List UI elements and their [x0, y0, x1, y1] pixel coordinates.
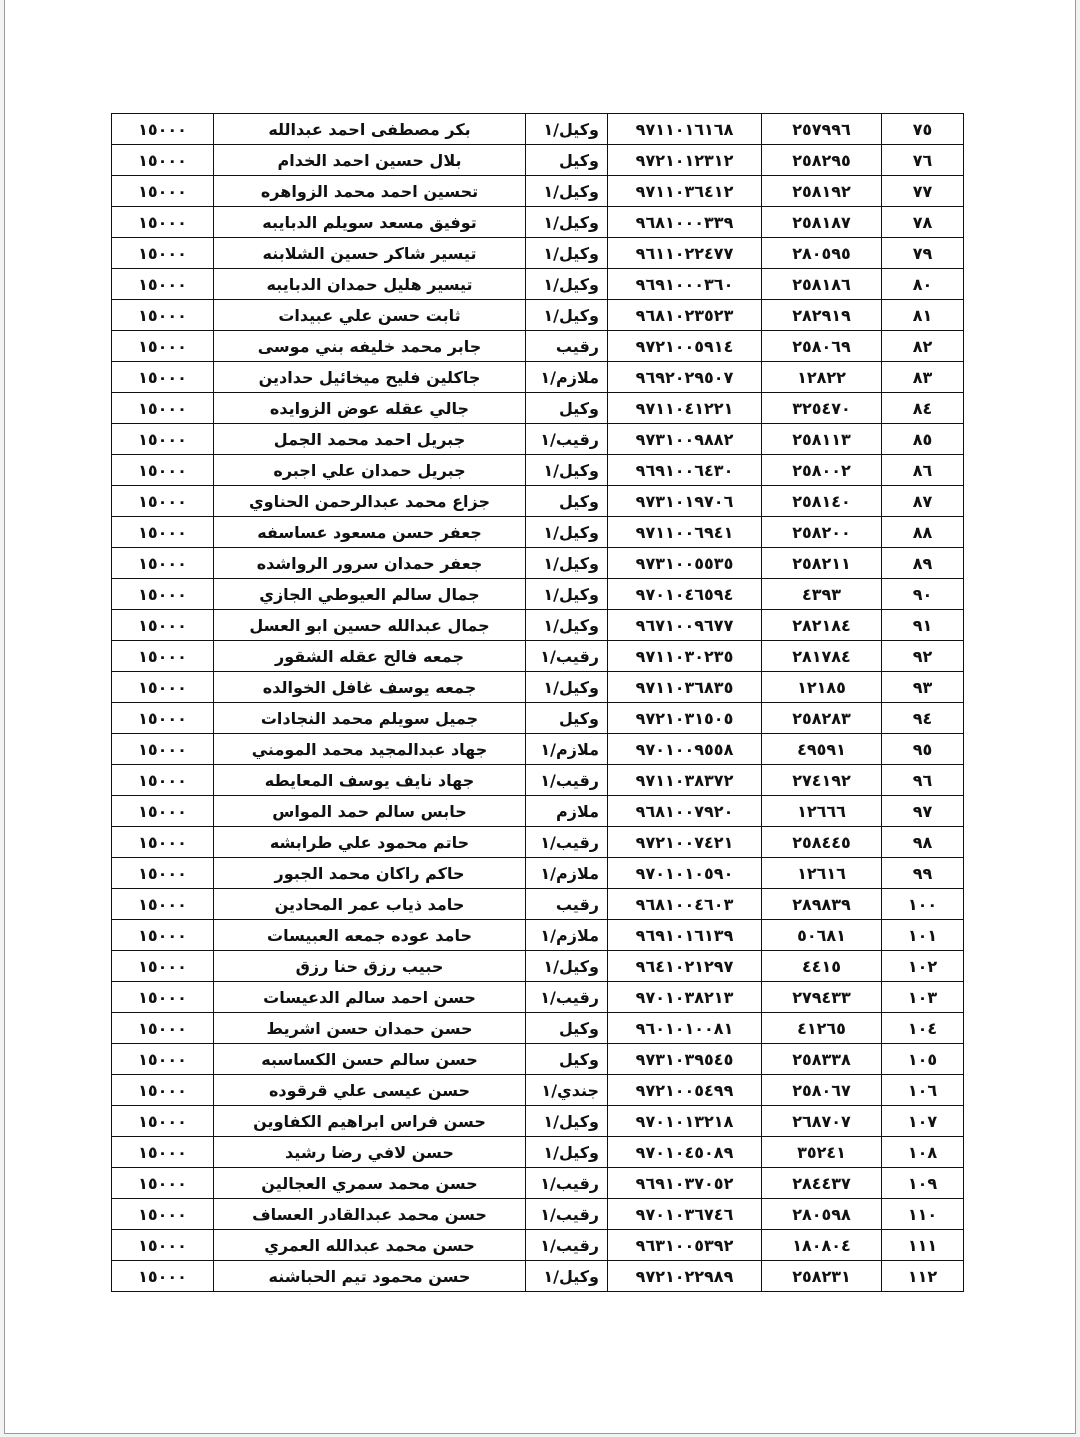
national-id-cell: ٩٦٤١٠٢١٢٩٧: [608, 951, 762, 982]
military-number-cell: ٢٥٨٢١١: [762, 548, 882, 579]
national-id-cell: ٩٧٠١٠١٠٥٩٠: [608, 858, 762, 889]
military-number-cell: ٢٥٨٢٣١: [762, 1261, 882, 1292]
table-row: [112, 920, 964, 951]
name-cell: جهاد نايف يوسف المعايطه: [214, 765, 526, 796]
sequence-cell: ١٠٧: [882, 1106, 964, 1137]
name-cell: بلال حسين احمد الخدام: [214, 145, 526, 176]
rank-cell: وكيل/١: [526, 1137, 608, 1168]
name-cell: جمال سالم العيوطي الجازي: [214, 579, 526, 610]
national-id-cell: ٩٧٢١٠٣١٥٠٥: [608, 703, 762, 734]
national-id-cell: ٩٦٨١٠٢٣٥٢٣: [608, 300, 762, 331]
national-id-cell: ٩٧١١٠٣٦٨٣٥: [608, 672, 762, 703]
national-id-cell: ٩٧٣١٠٠٥٥٣٥: [608, 548, 762, 579]
table-row: [112, 827, 964, 858]
amount-cell: ١٥٠٠٠: [112, 424, 214, 455]
rank-cell: وكيل: [526, 145, 608, 176]
sequence-cell: ٩١: [882, 610, 964, 641]
rank-cell: وكيل: [526, 1013, 608, 1044]
name-cell: حسن احمد سالم الدعيسات: [214, 982, 526, 1013]
amount-cell: ١٥٠٠٠: [112, 982, 214, 1013]
sequence-cell: ١٠٦: [882, 1075, 964, 1106]
amount-cell: ١٥٠٠٠: [112, 796, 214, 827]
name-cell: جمال عبدالله حسين ابو العسل: [214, 610, 526, 641]
amount-cell: ١٥٠٠٠: [112, 920, 214, 951]
table-row: [112, 424, 964, 455]
name-cell: حسن حمدان حسن اشريط: [214, 1013, 526, 1044]
sequence-cell: ٨٣: [882, 362, 964, 393]
military-number-cell: ٢٥٨٠٠٢: [762, 455, 882, 486]
military-number-cell: ٢٦٨٧٠٧: [762, 1106, 882, 1137]
table-row: [112, 1261, 964, 1292]
table-row: [112, 300, 964, 331]
name-cell: حسن محمد عبدالله العمري: [214, 1230, 526, 1261]
name-cell: حسن لافي رضا رشيد: [214, 1137, 526, 1168]
rank-cell: وكيل/١: [526, 455, 608, 486]
sequence-cell: ٧٦: [882, 145, 964, 176]
table-row: [112, 1106, 964, 1137]
military-number-cell: ٣٥٢٤١: [762, 1137, 882, 1168]
rank-cell: رقيب/١: [526, 1230, 608, 1261]
national-id-cell: ٩٧٢١٠٠٧٤٢١: [608, 827, 762, 858]
amount-cell: ١٥٠٠٠: [112, 858, 214, 889]
military-number-cell: ١٨٠٨٠٤: [762, 1230, 882, 1261]
amount-cell: ١٥٠٠٠: [112, 269, 214, 300]
amount-cell: ١٥٠٠٠: [112, 672, 214, 703]
table-row: [112, 1044, 964, 1075]
table-row: [112, 982, 964, 1013]
rank-cell: جندي/١: [526, 1075, 608, 1106]
rank-cell: وكيل/١: [526, 610, 608, 641]
amount-cell: ١٥٠٠٠: [112, 145, 214, 176]
amount-cell: ١٥٠٠٠: [112, 1199, 214, 1230]
rank-cell: رقيب/١: [526, 827, 608, 858]
military-number-cell: ١٢٦٦٦: [762, 796, 882, 827]
amount-cell: ١٥٠٠٠: [112, 486, 214, 517]
rank-cell: رقيب/١: [526, 424, 608, 455]
table-row: [112, 114, 964, 145]
name-cell: جاكلين فليح ميخائيل حدادين: [214, 362, 526, 393]
military-number-cell: ٢٥٨١٨٧: [762, 207, 882, 238]
table-row: [112, 610, 964, 641]
name-cell: حسن محمود تيم الحباشنه: [214, 1261, 526, 1292]
national-id-cell: ٩٧٢١٠٠٥٤٩٩: [608, 1075, 762, 1106]
rank-cell: وكيل: [526, 703, 608, 734]
military-number-cell: ٢٨٢٩١٩: [762, 300, 882, 331]
national-id-cell: ٩٧١١٠٣٨٣٧٢: [608, 765, 762, 796]
table-row: [112, 145, 964, 176]
name-cell: تيسير هليل حمدان الدبايبه: [214, 269, 526, 300]
name-cell: جزاع محمد عبدالرحمن الحناوي: [214, 486, 526, 517]
table-row: [112, 641, 964, 672]
amount-cell: ١٥٠٠٠: [112, 579, 214, 610]
name-cell: جهاد عبدالمجيد محمد المومني: [214, 734, 526, 765]
national-id-cell: ٩٦٨١٠٠٤٦٠٣: [608, 889, 762, 920]
amount-cell: ١٥٠٠٠: [112, 1230, 214, 1261]
name-cell: تحسين احمد محمد الزواهره: [214, 176, 526, 207]
rank-cell: وكيل/١: [526, 672, 608, 703]
amount-cell: ١٥٠٠٠: [112, 1044, 214, 1075]
table-row: [112, 1199, 964, 1230]
table-row: [112, 951, 964, 982]
sequence-cell: ٨٤: [882, 393, 964, 424]
national-id-cell: ٩٧٣١٠٣٩٥٤٥: [608, 1044, 762, 1075]
national-id-cell: ٩٧١١٠٠٦٩٤١: [608, 517, 762, 548]
military-number-cell: ٤١٢٦٥: [762, 1013, 882, 1044]
military-number-cell: ٢٥٨٢٩٥: [762, 145, 882, 176]
amount-cell: ١٥٠٠٠: [112, 951, 214, 982]
rank-cell: ملازم/١: [526, 734, 608, 765]
rank-cell: وكيل/١: [526, 207, 608, 238]
sequence-cell: ٩٤: [882, 703, 964, 734]
sequence-cell: ٨٦: [882, 455, 964, 486]
military-number-cell: ٢٨٤٤٣٧: [762, 1168, 882, 1199]
military-number-cell: ٢٥٨٣٣٨: [762, 1044, 882, 1075]
rank-cell: وكيل/١: [526, 269, 608, 300]
name-cell: جابر محمد خليفه بني موسى: [214, 331, 526, 362]
amount-cell: ١٥٠٠٠: [112, 1137, 214, 1168]
sequence-cell: ٩٠: [882, 579, 964, 610]
amount-cell: ١٥٠٠٠: [112, 734, 214, 765]
sequence-cell: ٨١: [882, 300, 964, 331]
amount-cell: ١٥٠٠٠: [112, 517, 214, 548]
table-row: [112, 796, 964, 827]
sequence-cell: ٩٣: [882, 672, 964, 703]
national-id-cell: ٩٧٠١٠٤٥٠٨٩: [608, 1137, 762, 1168]
rank-cell: وكيل: [526, 1044, 608, 1075]
table-row: [112, 176, 964, 207]
military-number-cell: ٢٥٨٢٨٣: [762, 703, 882, 734]
sequence-cell: ٧٧: [882, 176, 964, 207]
table-row: [112, 548, 964, 579]
table-row: [112, 579, 964, 610]
table-row: [112, 703, 964, 734]
military-number-cell: ٢٥٨١١٣: [762, 424, 882, 455]
national-id-cell: ٩٧٠١٠١٣٢١٨: [608, 1106, 762, 1137]
name-cell: جمعه يوسف غافل الخوالده: [214, 672, 526, 703]
national-id-cell: ٩٧١١٠٣٠٢٣٥: [608, 641, 762, 672]
military-number-cell: ٢٥٨١٩٢: [762, 176, 882, 207]
national-id-cell: ٩٧٢١٠٢٢٩٨٩: [608, 1261, 762, 1292]
national-id-cell: ٩٦٨١٠٠٠٣٣٩: [608, 207, 762, 238]
national-id-cell: ٩٧٠١٠٣٦٧٤٦: [608, 1199, 762, 1230]
military-number-cell: ٢٨٠٥٩٥: [762, 238, 882, 269]
rank-cell: رقيب/١: [526, 1168, 608, 1199]
military-number-cell: ٥٠٦٨١: [762, 920, 882, 951]
sequence-cell: ٨٥: [882, 424, 964, 455]
sequence-cell: ١٠٣: [882, 982, 964, 1013]
amount-cell: ١٥٠٠٠: [112, 1168, 214, 1199]
military-number-cell: ٢٥٨٠٦٧: [762, 1075, 882, 1106]
rank-cell: وكيل/١: [526, 238, 608, 269]
roster-body: [112, 114, 964, 1292]
table-row: [112, 889, 964, 920]
name-cell: ثابت حسن علي عبيدات: [214, 300, 526, 331]
rank-cell: رقيب: [526, 889, 608, 920]
rank-cell: وكيل: [526, 393, 608, 424]
amount-cell: ١٥٠٠٠: [112, 238, 214, 269]
sequence-cell: ٩٨: [882, 827, 964, 858]
table-row: [112, 486, 964, 517]
military-number-cell: ٢٥٨١٨٦: [762, 269, 882, 300]
table-row: [112, 765, 964, 796]
military-number-cell: ٢٥٨٤٤٥: [762, 827, 882, 858]
national-id-cell: ٩٧١١٠٣٦٤١٢: [608, 176, 762, 207]
amount-cell: ١٥٠٠٠: [112, 207, 214, 238]
name-cell: جعفر حمدان سرور الرواشده: [214, 548, 526, 579]
sequence-cell: ١٠٩: [882, 1168, 964, 1199]
sequence-cell: ١٠١: [882, 920, 964, 951]
sequence-cell: ٧٥: [882, 114, 964, 145]
sequence-cell: ١١٠: [882, 1199, 964, 1230]
table-row: [112, 238, 964, 269]
amount-cell: ١٥٠٠٠: [112, 362, 214, 393]
name-cell: حسن سالم حسن الكساسبه: [214, 1044, 526, 1075]
name-cell: جالي عقله عوض الزوايده: [214, 393, 526, 424]
national-id-cell: ٩٦٩١٠١٦١٣٩: [608, 920, 762, 951]
national-id-cell: ٩٦٩٢٠٢٩٥٠٧: [608, 362, 762, 393]
amount-cell: ١٥٠٠٠: [112, 703, 214, 734]
national-id-cell: ٩٧١١٠٤١٢٢١: [608, 393, 762, 424]
amount-cell: ١٥٠٠٠: [112, 1075, 214, 1106]
amount-cell: ١٥٠٠٠: [112, 331, 214, 362]
amount-cell: ١٥٠٠٠: [112, 176, 214, 207]
name-cell: حبيب رزق حنا رزق: [214, 951, 526, 982]
table-row: [112, 734, 964, 765]
amount-cell: ١٥٠٠٠: [112, 765, 214, 796]
name-cell: حاتم محمود علي طرابشه: [214, 827, 526, 858]
rank-cell: وكيل/١: [526, 548, 608, 579]
table-row: [112, 393, 964, 424]
table-row: [112, 455, 964, 486]
amount-cell: ١٥٠٠٠: [112, 641, 214, 672]
rank-cell: ملازم: [526, 796, 608, 827]
national-id-cell: ٩٦٨١٠٠٧٩٢٠: [608, 796, 762, 827]
rank-cell: ملازم/١: [526, 920, 608, 951]
national-id-cell: ٩٧١١٠١٦١٦٨: [608, 114, 762, 145]
name-cell: جبريل احمد محمد الجمل: [214, 424, 526, 455]
military-number-cell: ٢٨٠٥٩٨: [762, 1199, 882, 1230]
table-row: [112, 517, 964, 548]
military-number-cell: ٢٨٢١٨٤: [762, 610, 882, 641]
rank-cell: ملازم/١: [526, 362, 608, 393]
amount-cell: ١٥٠٠٠: [112, 455, 214, 486]
table-row: [112, 1168, 964, 1199]
table-row: [112, 1075, 964, 1106]
national-id-cell: ٩٧٠١٠٠٩٥٥٨: [608, 734, 762, 765]
sequence-cell: ٩٥: [882, 734, 964, 765]
military-number-cell: ١٢٦١٦: [762, 858, 882, 889]
amount-cell: ١٥٠٠٠: [112, 114, 214, 145]
rank-cell: وكيل/١: [526, 579, 608, 610]
sequence-cell: ٩٩: [882, 858, 964, 889]
military-number-cell: ٤٩٥٩١: [762, 734, 882, 765]
sequence-cell: ٩٦: [882, 765, 964, 796]
table-row: [112, 1137, 964, 1168]
amount-cell: ١٥٠٠٠: [112, 393, 214, 424]
military-number-cell: ٢٥٧٩٩٦: [762, 114, 882, 145]
military-number-cell: ٢٨٩٨٣٩: [762, 889, 882, 920]
sequence-cell: ٧٨: [882, 207, 964, 238]
amount-cell: ١٥٠٠٠: [112, 889, 214, 920]
national-id-cell: ٩٧٣١٠٠٩٨٨٢: [608, 424, 762, 455]
document-page: [4, 0, 1076, 1434]
rank-cell: ملازم/١: [526, 858, 608, 889]
national-id-cell: ٩٦٩١٠٣٧٠٥٢: [608, 1168, 762, 1199]
sequence-cell: ١١٢: [882, 1261, 964, 1292]
table-row: [112, 362, 964, 393]
table-row: [112, 331, 964, 362]
roster-table: [111, 113, 964, 1292]
military-number-cell: ٣٢٥٤٧٠: [762, 393, 882, 424]
amount-cell: ١٥٠٠٠: [112, 1106, 214, 1137]
sequence-cell: ١٠٢: [882, 951, 964, 982]
national-id-cell: ٩٦٩١٠٠٠٣٦٠: [608, 269, 762, 300]
military-number-cell: ٢٥٨٢٠٠: [762, 517, 882, 548]
rank-cell: وكيل/١: [526, 300, 608, 331]
amount-cell: ١٥٠٠٠: [112, 548, 214, 579]
military-number-cell: ١٢٨٢٢: [762, 362, 882, 393]
national-id-cell: ٩٦١١٠٢٢٤٧٧: [608, 238, 762, 269]
military-number-cell: ١٢١٨٥: [762, 672, 882, 703]
amount-cell: ١٥٠٠٠: [112, 827, 214, 858]
name-cell: جميل سويلم محمد النجادات: [214, 703, 526, 734]
rank-cell: رقيب/١: [526, 982, 608, 1013]
rank-cell: رقيب/١: [526, 765, 608, 796]
name-cell: تيسير شاكر حسين الشلابنه: [214, 238, 526, 269]
sequence-cell: ٧٩: [882, 238, 964, 269]
amount-cell: ١٥٠٠٠: [112, 1261, 214, 1292]
rank-cell: رقيب: [526, 331, 608, 362]
national-id-cell: ٩٧٠١٠٣٨٢١٣: [608, 982, 762, 1013]
rank-cell: وكيل/١: [526, 114, 608, 145]
name-cell: حابس سالم حمد المواس: [214, 796, 526, 827]
table-row: [112, 1230, 964, 1261]
national-id-cell: ٩٦٧١٠٠٩٦٧٧: [608, 610, 762, 641]
name-cell: جبريل حمدان علي اجبره: [214, 455, 526, 486]
rank-cell: وكيل: [526, 486, 608, 517]
name-cell: جمعه فالح عقله الشقور: [214, 641, 526, 672]
rank-cell: وكيل/١: [526, 1261, 608, 1292]
national-id-cell: ٩٦٣١٠٠٥٣٩٢: [608, 1230, 762, 1261]
rank-cell: وكيل/١: [526, 176, 608, 207]
sequence-cell: ٩٧: [882, 796, 964, 827]
name-cell: حامد ذياب عمر المحادين: [214, 889, 526, 920]
table-row: [112, 269, 964, 300]
name-cell: توفيق مسعد سويلم الدبايبه: [214, 207, 526, 238]
military-number-cell: ٢٧٩٤٣٣: [762, 982, 882, 1013]
rank-cell: وكيل/١: [526, 951, 608, 982]
national-id-cell: ٩٧٢١٠١٢٣١٢: [608, 145, 762, 176]
sequence-cell: ١٠٥: [882, 1044, 964, 1075]
sequence-cell: ٨٧: [882, 486, 964, 517]
rank-cell: وكيل/١: [526, 1106, 608, 1137]
military-number-cell: ٤٤١٥: [762, 951, 882, 982]
rank-cell: وكيل/١: [526, 517, 608, 548]
table-row: [112, 207, 964, 238]
military-number-cell: ٢٥٨٠٦٩: [762, 331, 882, 362]
sequence-cell: ٨٩: [882, 548, 964, 579]
sequence-cell: ١٠٠: [882, 889, 964, 920]
national-id-cell: ٩٦٠١٠١٠٠٨١: [608, 1013, 762, 1044]
name-cell: جعفر حسن مسعود عساسفه: [214, 517, 526, 548]
sequence-cell: ١٠٤: [882, 1013, 964, 1044]
name-cell: حسن محمد عبدالقادر العساف: [214, 1199, 526, 1230]
military-number-cell: ٢٥٨١٤٠: [762, 486, 882, 517]
rank-cell: رقيب/١: [526, 641, 608, 672]
name-cell: حسن عيسى علي قرقوده: [214, 1075, 526, 1106]
sequence-cell: ١١١: [882, 1230, 964, 1261]
national-id-cell: ٩٦٩١٠٠٦٤٣٠: [608, 455, 762, 486]
sequence-cell: ١٠٨: [882, 1137, 964, 1168]
name-cell: حاكم راكان محمد الجبور: [214, 858, 526, 889]
rank-cell: رقيب/١: [526, 1199, 608, 1230]
table-row: [112, 1013, 964, 1044]
table-row: [112, 858, 964, 889]
sequence-cell: ٨٢: [882, 331, 964, 362]
sequence-cell: ٨٠: [882, 269, 964, 300]
amount-cell: ١٥٠٠٠: [112, 300, 214, 331]
table-row: [112, 672, 964, 703]
amount-cell: ١٥٠٠٠: [112, 610, 214, 641]
military-number-cell: ٤٣٩٣: [762, 579, 882, 610]
military-number-cell: ٢٧٤١٩٢: [762, 765, 882, 796]
name-cell: حسن فراس ابراهيم الكفاوين: [214, 1106, 526, 1137]
name-cell: حسن محمد سمري العجالين: [214, 1168, 526, 1199]
national-id-cell: ٩٧٢١٠٠٥٩١٤: [608, 331, 762, 362]
military-number-cell: ٢٨١٧٨٤: [762, 641, 882, 672]
amount-cell: ١٥٠٠٠: [112, 1013, 214, 1044]
sequence-cell: ٩٢: [882, 641, 964, 672]
national-id-cell: ٩٧٣١٠١٩٧٠٦: [608, 486, 762, 517]
name-cell: حامد عوده جمعه العبيسات: [214, 920, 526, 951]
sequence-cell: ٨٨: [882, 517, 964, 548]
national-id-cell: ٩٧٠١٠٤٦٥٩٤: [608, 579, 762, 610]
name-cell: بكر مصطفى احمد عبدالله: [214, 114, 526, 145]
